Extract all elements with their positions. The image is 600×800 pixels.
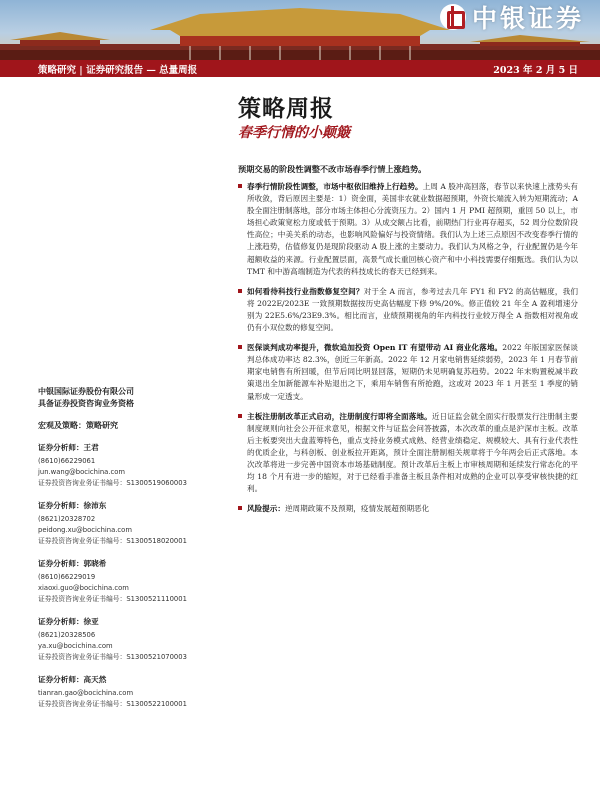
- breadcrumb: 策略研究 | 证券研究报告 — 总量周报: [38, 64, 198, 76]
- bullet-heading: 春季行情阶段性调整，市场中枢依旧维持上行趋势。: [247, 182, 423, 191]
- brand-lockup: [440, 2, 584, 32]
- boc-logo-icon: [440, 4, 466, 30]
- bullet-body: 近日证监会就全面实行股票发行注册制主要制度规则向社会公开征求意见，根据文件与证监会问答披露，本次改革的重点是沪深市主板。改革后主板要突出大盘蓝筹特色，重点支持业务模式成熟、经营业绩稳定、规模较大、具有行业代表性的优质企业，与科创板、创业板拉开距离，预计全面注册制相关规章将于今年两会后正式落地。本次改革将进一步完善中国资本市场基础制度。预计改革后主板上市审核周期和延续发行常态化的平均 18 个月有进一步的缩短，对于已经看手准备主板且条件相对成熟的企业可以享受审核快捷的红利。: [247, 411, 579, 494]
- analyst-cert: 证券投资咨询业务证书编号：S1300521070003: [38, 653, 187, 661]
- list-item: [238, 503, 578, 515]
- analyst-card: [38, 674, 228, 710]
- list-item: [238, 286, 578, 334]
- analyst-name: 证券分析师：徐沛东: [38, 501, 107, 510]
- bullet-body: 逆周期政策不及预期，疫情发展超预期恶化: [284, 504, 430, 514]
- analyst-name: 证券分析师：徐亚: [38, 617, 99, 626]
- analyst-email[interactable]: peidong.xu@bocichina.com: [38, 526, 132, 534]
- analyst-cert: 证券投资咨询业务证书编号：S1300522100001: [38, 700, 187, 708]
- bullet-square-icon: [238, 289, 247, 334]
- bullet-heading: 如何看待科技行业指数修复空间？: [247, 286, 364, 296]
- company-name: 中银国际证券股份有限公司: [38, 387, 134, 396]
- header-banner: [0, 0, 600, 60]
- analyst-sidebar: [38, 386, 228, 710]
- analyst-cert: 证券投资咨询业务证书编号：S1300518020001: [38, 537, 187, 545]
- lead-summary: 预期交易的阶段性调整不改市场春季行情上涨趋势。: [238, 164, 427, 174]
- analyst-email[interactable]: xiaoxi.guo@bocichina.com: [38, 584, 129, 592]
- bullet-square-icon: [238, 414, 247, 496]
- category-bar: [0, 60, 600, 77]
- analyst-name: 证券分析师：郭晓希: [38, 559, 107, 568]
- analyst-name: 证券分析师：高天然: [38, 675, 107, 684]
- bullet-square-icon: [238, 506, 247, 515]
- analyst-card: [38, 500, 228, 547]
- research-section: 宏观及策略：策略研究: [38, 421, 118, 430]
- brand-name: 中银证券: [471, 4, 584, 33]
- analyst-email[interactable]: ya.xu@bocichina.com: [38, 642, 113, 650]
- analyst-cert: 证券投资咨询业务证书编号：S1300521110001: [38, 595, 187, 603]
- bullet-square-icon: [238, 345, 247, 402]
- page-subtitle: 春季行情的小颠簸: [238, 125, 350, 141]
- bullet-square-icon: [238, 184, 247, 278]
- report-date: 2023 年 2 月 5 日: [493, 64, 578, 76]
- analyst-phone: (8621)20328506: [38, 631, 96, 639]
- bullet-heading: 主板注册制改革正式启动，注册制度行即将全面落地。: [247, 411, 432, 421]
- analyst-email[interactable]: tianran.gao@bocichina.com: [38, 689, 134, 697]
- list-item: [238, 411, 578, 496]
- bullet-body: 对于全 A 而言，参考过去几年 FY1 和 FY2 的高估幅度，我们将 2022E/2023E 一致预期数据按历史高估幅度下修 9%/20%。修正值较 21 年全 A 盈利增速分别为 22E5.6%/23E9.3%。相比而言，业绩预期视角的年内科技行业较万得全 A 指数相对视角或仍有小双位数的修复空间。: [247, 286, 578, 333]
- list-item: [238, 181, 578, 278]
- analyst-card: [38, 442, 228, 489]
- analyst-email[interactable]: jun.wang@bocichina.com: [38, 468, 125, 476]
- key-points: [238, 181, 578, 523]
- qualification: 具备证券投资咨询业务资格: [38, 399, 134, 408]
- analyst-name: 证券分析师：王君: [38, 443, 99, 452]
- bullet-body: 上周 A 股冲高回落，春节以来快速上涨势头有所收敛，背后原因主要是：1）资金面，美国非农就业数据超预期，外资长端流入转为短期流动；A 股全面注册制落地，部分市场主体担心分流资压力。2）国内 1 月 PMI 超预期，重回 50 以上，市场担心政策宽松力度或低于预期。3）从成交额占比看，前期热门行业再存超买，52 周分位数阶段性高位；中美关系的动态，也影响风险偏好与投资情绪。我们认为上述三点原因不改变春季行情的上涨趋势，估值修复仍是现阶段驱动 A 股上涨的主要动力。我们认为风格之争，行业配置仍是今年超额收益的来源。行业配置层面，高景气成长重回核心资产和中小科技需要仔细甄选。我们认为以 TMT 和中游高端制造为代表的科技成长的春天已经到来。: [247, 182, 578, 276]
- analyst-phone: (8610)66229019: [38, 573, 96, 581]
- bullet-heading: 医保谈判成功率提升，微软追加投资 Open IT 有望带动 AI 商业化落地。: [247, 343, 503, 353]
- page-title: 策略周报: [238, 95, 334, 122]
- analyst-card: [38, 616, 228, 663]
- analyst-card: [38, 558, 228, 605]
- bullet-heading: 风险提示：: [247, 504, 285, 514]
- bullet-body: 2022 年版国家医保谈判总体成功率达 82.3%，创近三年新高。2022 年 12 月家电销售延续弱势，2023 年 1 月春节前期家电销售有所回暖，但节后同比明显回落，短期仍未见明确复苏趋势。2022 年末购置税减半政策退出全加新能源车补贴退出之下，乘用车销售有所抢跑，这或对 2023 年 1 月甚至 1 季度的销量形成一定透支。: [247, 343, 578, 401]
- list-item: [238, 342, 578, 402]
- analyst-phone: (8610)66229061: [38, 457, 96, 465]
- analyst-cert: 证券投资咨询业务证书编号：S1300519060003: [38, 479, 187, 487]
- analyst-phone: (8621)20328702: [38, 515, 96, 523]
